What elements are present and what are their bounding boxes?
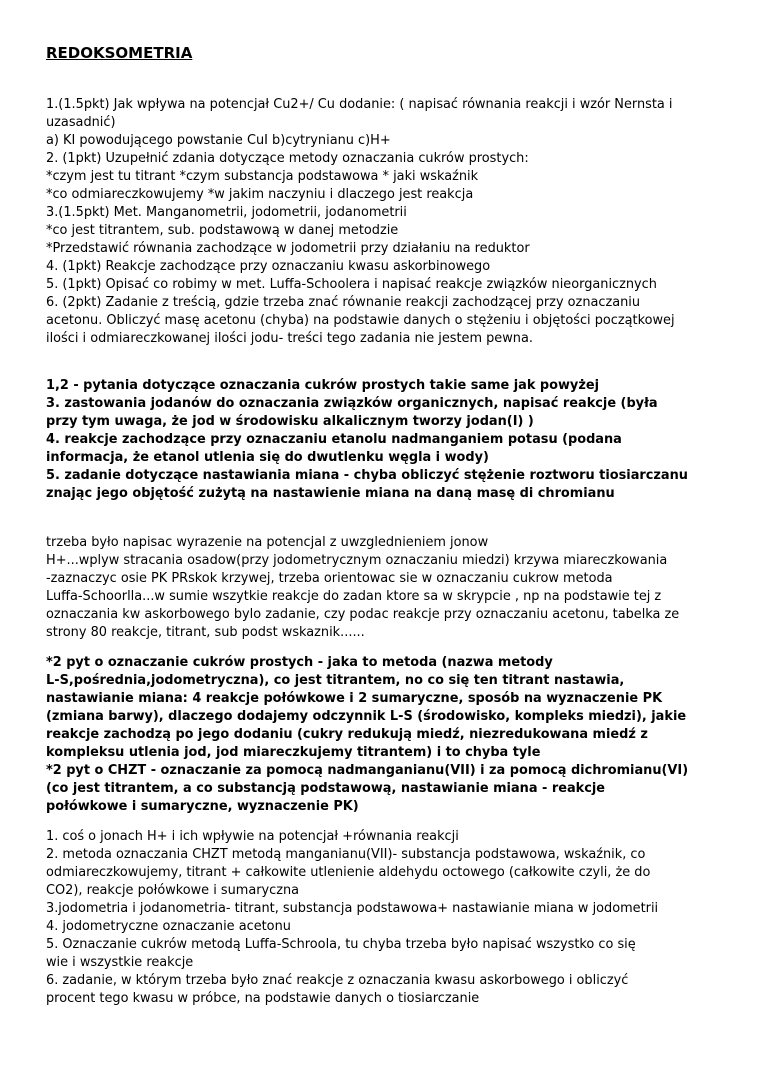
text-line: 1,2 - pytania dotyczące oznaczania cukrów prostych takie same jak powyżej <box>46 378 599 393</box>
student-notes-section <box>46 534 736 642</box>
text-line: *2 pyt o oznaczanie cukrów prostych - jaka to metoda (nazwa metody <box>46 655 553 670</box>
second-term-questions-section <box>46 377 736 503</box>
text-line: wie i wszystkie reakcje <box>46 955 194 970</box>
text-line: 5. Oznaczanie cukrów metodą Luffa-Schroola, tu chyba trzeba było napisać wszystko co się <box>46 937 636 952</box>
text-line: acetonu. Obliczyć masę acetonu (chyba) na podstawie danych o stężeniu i objętości początkowej <box>46 313 675 328</box>
text-line: *co jest titrantem, sub. podstawową w danej metodzie <box>46 223 399 238</box>
text-line: 2. metoda oznaczania CHZT metodą manganianu(VII)- substancja podstawowa, wskaźnik, co <box>46 847 646 862</box>
text-line: L-S,pośrednia,jodometryczna), co jest titrantem, no co się ten titrant nastawia, <box>46 673 625 688</box>
text-line: 4. jodometryczne oznaczanie acetonu <box>46 919 291 934</box>
text-line: Luffa-Schoorlla...w sumie wszytkie reakcje do zadan ktore sa w skrypcie , np na podstawie tej z <box>46 589 662 604</box>
text-line: 6. (2pkt) Zadanie z treścią, gdzie trzeba znać równanie reakcji zachodzącej przy oznaczaniu <box>46 295 641 310</box>
text-line: procent tego kwasu w próbce, na podstawie danych o tiosiarczanie <box>46 991 480 1006</box>
text-line: strony 80 reakcje, titrant, sub podst wskaznik...... <box>46 625 365 640</box>
text-line: a) KI powodującego powstanie CuI b)cytrynianu c)H+ <box>46 133 391 148</box>
text-line: 4. reakcje zachodzące przy oznaczaniu etanolu nadmanganiem potasu (podana <box>46 432 622 447</box>
text-line: *co odmiareczkowujemy *w jakim naczyniu i dlaczego jest reakcja <box>46 187 474 202</box>
text-line: 4. (1pkt) Reakcje zachodzące przy oznaczaniu kwasu askorbinowego <box>46 259 491 274</box>
text-line: 3.(1.5pkt) Met. Manganometrii, jodometrii, jodanometrii <box>46 205 407 220</box>
text-line: 5. zadanie dotyczące nastawiania miana - chyba obliczyć stężenie roztworu tiosiarczanu <box>46 468 688 483</box>
text-line: -zaznaczyc osie PK PRskok krzywej, trzeba orientowac sie w oznaczaniu cukrow metoda <box>46 571 613 586</box>
text-line: przy tym uwaga, że jod w środowisku alkalicznym tworzy jodan(I) ) <box>46 414 534 429</box>
text-line: 2. (1pkt) Uzupełnić zdania dotyczące metody oznaczania cukrów prostych: <box>46 151 529 166</box>
text-line: reakcje zachodzą po jego dodaniu (cukry redukują miedź, niezredukowana miedź z <box>46 727 648 742</box>
text-line: informacja, że etanol utlenia się do dwutlenku węgla i wody) <box>46 450 489 465</box>
text-line: 1. coś o jonach H+ i ich wpływie na potencjał +równania reakcji <box>46 829 459 844</box>
text-line: 3.jodometria i jodanometria- titrant, substancja podstawowa+ nastawianie miana w jodometrii <box>46 901 659 916</box>
text-line: H+...wplyw stracania osadow(przy jodometrycznym oznaczaniu miedzi) krzywa miareczkowania <box>46 553 668 568</box>
text-line: *2 pyt o CHZT - oznaczanie za pomocą nadmanganianu(VII) i za pomocą dichromianu(VI) <box>46 763 689 778</box>
text-line: 1.(1.5pkt) Jak wpływa na potencjał Cu2+/ Cu dodanie: ( napisać równania reakcji i wzór Nernsta i <box>46 97 673 112</box>
text-line: oznaczania kw askorbowego bylo zadanie, czy podac reakcje przy oznaczaniu acetonu, tabelka ze <box>46 607 680 622</box>
text-line: znając jego objętość zużytą na nastawienie miana na daną masę di chromianu <box>46 486 615 501</box>
text-line: połówkowe i sumaryczne, wyznaczenie PK) <box>46 799 359 814</box>
text-line: *czym jest tu titrant *czym substancja podstawowa * jaki wskaźnik <box>46 169 479 184</box>
text-line: uzasadnić) <box>46 115 116 130</box>
exam-questions-section <box>46 96 736 348</box>
text-line: nastawianie miana: 4 reakcje połówkowe i 2 sumaryczne, sposób na wyznaczenie PK <box>46 691 663 706</box>
text-line: ilości i odmiareczkowanej ilości jodu- treści tego zadania nie jestem pewna. <box>46 331 533 346</box>
text-line: (zmiana barwy), dlaczego dodajemy odczynnik L-S (środowisko, kompleks miedzi), jakie <box>46 709 687 724</box>
topic-questions-section <box>46 654 736 816</box>
text-line: odmiareczkowujemy, titrant + całkowite utlenienie aldehydu octowego (całkowite czyli, że do <box>46 865 651 880</box>
text-line: trzeba było napisac wyrazenie na potencjal z uwzglednieniem jonow <box>46 535 489 550</box>
third-term-questions-section <box>46 828 736 1008</box>
text-line: 5. (1pkt) Opisać co robimy w met. Luffa-Schoolera i napisać reakcje związków nieorganicznych <box>46 277 657 292</box>
text-line: kompleksu utlenia jod, jod miareczkujemy titrantem) i to chyba tyle <box>46 745 541 760</box>
text-line: CO2), reakcje połówkowe i sumaryczna <box>46 883 300 898</box>
document-title: REDOKSOMETRIA <box>46 44 193 62</box>
text-line: 3. zastowania jodanów do oznaczania związków organicznych, napisać reakcje (była <box>46 396 658 411</box>
text-line: (co jest titrantem, a co substancją podstawową, nastawianie miana - reakcje <box>46 781 606 796</box>
text-line: *Przedstawić równania zachodzące w jodometrii przy działaniu na reduktor <box>46 241 530 256</box>
text-line: 6. zadanie, w którym trzeba było znać reakcje z oznaczania kwasu askorbowego i obliczyć <box>46 973 629 988</box>
